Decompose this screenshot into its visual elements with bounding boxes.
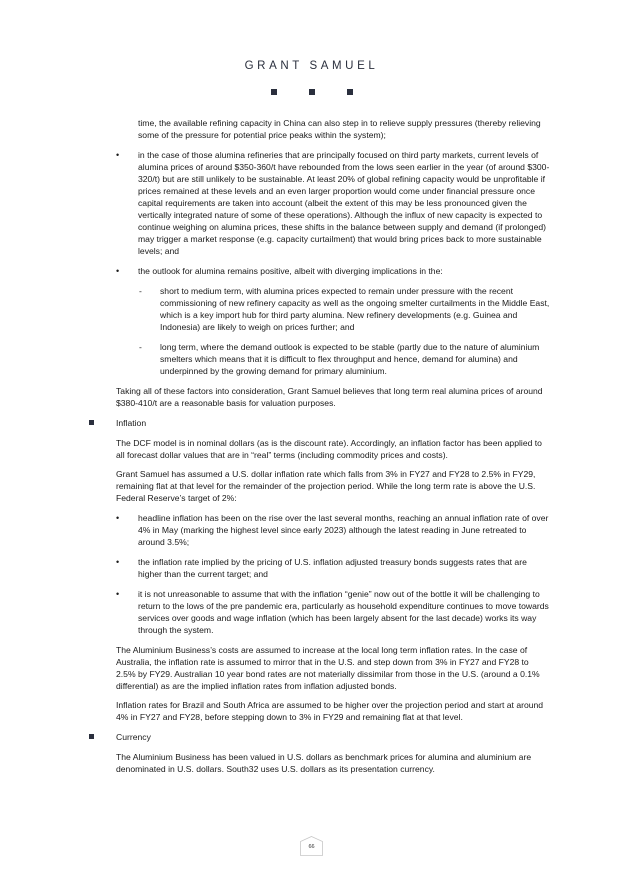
bullet-marker: •: [116, 557, 120, 567]
logo-square: [347, 89, 353, 95]
sub-bullet-text: long term, where the demand outlook is expected to be stable (partly due to the nature of aluminium smelters which means that it is difficult to flex throughput and hence, demand for alumina) and underpinned by the growing demand for primary aluminium.: [160, 342, 540, 376]
dash-marker: -: [139, 342, 142, 352]
section-heading-text: Currency: [116, 732, 151, 742]
bullet-text: the inflation rate implied by the pricing of U.S. inflation adjusted treasury bonds suggests rates that are higher than the current target; and: [138, 557, 527, 579]
bullet-text: it is not unreasonable to assume that with the inflation “genie” now out of the bottle it will be challenging to return to the lows of the pre pandemic era, particularly as household expenditure continues to move towards services over goods and wage inflation (which has been largely absent for the last decade) works its way through the system.: [138, 589, 549, 635]
continued-paragraph: time, the available refining capacity in China can also step in to relieve supply pressures (thereby relieving some of the pressure for potential price peaks within the system);: [138, 118, 541, 140]
bullet-item: [88, 588, 550, 636]
grant-samuel-logo: GRANT SAMUEL: [244, 60, 379, 72]
section-heading-currency: [88, 731, 550, 743]
bullet-item: [88, 556, 550, 580]
dash-marker: -: [139, 286, 142, 296]
bullet-marker: •: [116, 150, 120, 160]
paragraph: Inflation rates for Brazil and South Africa are assumed to be higher over the projection period and start at around 4% in FY27 and FY28, before stepping down to 3% in FY29 and remaining flat at that level.: [116, 700, 544, 722]
sub-bullet-item: [88, 341, 550, 377]
sub-bullet-text: short to medium term, with alumina prices expected to remain under pressure with the recent commissioning of new refinery capacity as well as the ongoing smelter curtailments in the Middle East, which is a key import hub for third party alumina. New refinery developments (e.g. Guinea and Indonesia) are likely to weigh on prices further; and: [160, 286, 550, 332]
page-footer: [300, 836, 323, 856]
paragraph: The Aluminium Business’s costs are assumed to increase at the local long term inflation rates. In the case of Australia, the inflation rate is assumed to mirror that in the U.S. and step down from 3% in FY27 and FY28 to 2.5% by FY29. Australian 10 year bond rates are not materially dissimilar from those in the U.S. (around a 0.1% differential) as are the implied inflation rates from inflation adjusted bonds.: [116, 645, 540, 691]
bullet-marker: •: [116, 266, 120, 276]
paragraph: Taking all of these factors into consideration, Grant Samuel believes that long term real alumina prices of around $380-410/t are a reasonable basis for valuation purposes.: [116, 386, 543, 408]
bullet-item: [88, 149, 550, 257]
square-bullet-icon: [89, 734, 94, 739]
bullet-marker: •: [116, 513, 120, 523]
paragraph: Grant Samuel has assumed a U.S. dollar inflation rate which falls from 3% in FY27 and FY28 to 2.5% in FY29, remaining flat at that level for the remainder of the projection period. While the long term rate is above the U.S. Federal Reserve’s target of 2%:: [116, 469, 536, 503]
bullet-text: in the case of those alumina refineries that are principally focused on third party markets, current levels of alumina prices of around $350-360/t have rebounded from the lows seen earlier in the year (of around $300-320/t) but are still unlikely to be sustainable. At least 20% of global refining capacity would be unprofitable if prices remained at these levels and an even larger proportion would come under financial pressure once capital requirements are taken into account (albeit the extent of this may be less pronounced given the vertically integrated nature of some of these operations). Although the influx of new capacity is expected to continue weighing on alumina prices, these shifts in the balance between supply and demand (if prolonged) may trigger a market response (e.g. capacity curtailment) that would bring prices back to more sustainable levels; and: [138, 150, 550, 256]
logo-square: [309, 89, 315, 95]
bullet-item: [88, 512, 550, 548]
page-number: 66: [308, 844, 315, 850]
section-heading-text: Inflation: [116, 418, 147, 428]
logo-squares: [0, 89, 623, 95]
square-bullet-icon: [89, 420, 94, 425]
sub-bullet-item: [88, 285, 550, 333]
paragraph: The Aluminium Business has been valued in U.S. dollars as benchmark prices for alumina and aluminium are denominated in U.S. dollars. South32 uses U.S. dollars as its presentation currency.: [116, 752, 532, 774]
page-content: [88, 117, 550, 775]
section-heading-inflation: [88, 417, 550, 429]
bullet-marker: •: [116, 589, 120, 599]
paragraph: The DCF model is in nominal dollars (as is the discount rate). Accordingly, an inflation factor has been applied to all forecast dollar values that are in “real” terms (including commodity prices and costs).: [116, 438, 542, 460]
logo-square: [271, 89, 277, 95]
bullet-text: headline inflation has been on the rise over the last several months, reaching an annual inflation rate of over 4% in May (marking the highest level since early 2023) although the latest reading in June retreated to around 3.5%;: [138, 513, 549, 547]
bullet-item: [88, 265, 550, 277]
bullet-text: the outlook for alumina remains positive, albeit with diverging implications in the:: [138, 266, 443, 276]
